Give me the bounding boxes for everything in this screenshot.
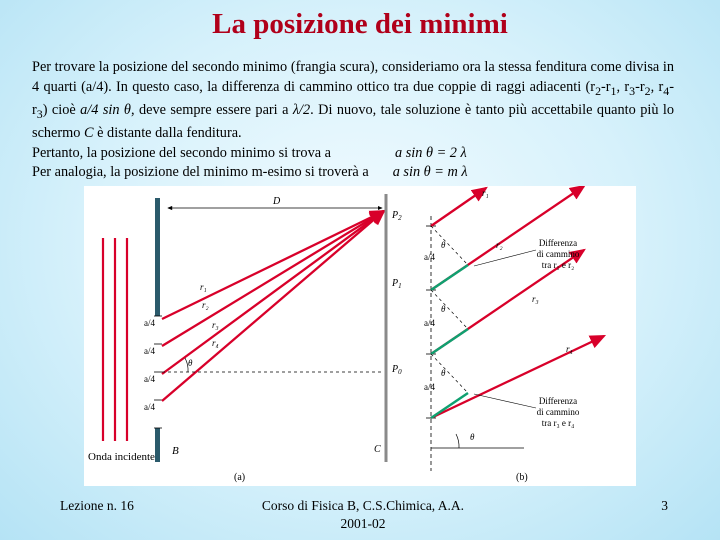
formula-mth-minimum: a sin θ = m λ xyxy=(392,164,468,181)
ray-label-b-r2: r₂ xyxy=(496,240,503,250)
diff-line2-bottom: di cammino xyxy=(536,407,580,417)
ray-label-r3: r₃ xyxy=(212,320,219,330)
ray-b-r4 xyxy=(431,336,604,418)
diff-pair-bottom: tra r₃ e r₄ xyxy=(541,418,575,428)
diff-title-bottom: Differenza xyxy=(538,396,578,406)
ray-r1 xyxy=(162,211,384,319)
perpendicular-line xyxy=(431,290,468,329)
diff-line2-top: di cammino xyxy=(536,249,580,259)
body-text xyxy=(32,58,674,183)
label-B: B xyxy=(172,445,179,457)
quarter-label-b: a/4 xyxy=(424,318,435,328)
path-diff-segment xyxy=(431,329,468,354)
theta-label-b: θ xyxy=(441,304,446,314)
page-number: 3 xyxy=(661,498,668,513)
ray-label-r4: r₄ xyxy=(212,338,219,348)
incident-wave-label: Onda incidente xyxy=(88,451,155,463)
perpendicular-line xyxy=(431,354,468,393)
ray-b-r1 xyxy=(431,188,486,226)
footer-lesson: Lezione n. 16 xyxy=(60,498,134,513)
quarter-label: a/4 xyxy=(144,318,155,328)
theta-label-b: θ xyxy=(441,240,446,250)
diff-title-top: Differenza xyxy=(538,238,578,248)
label-P2: $P_2$ xyxy=(392,210,402,222)
perpendicular-line xyxy=(431,226,468,265)
ray-r3 xyxy=(162,211,384,374)
formula-second-minimum: a sin θ = 2 λ xyxy=(394,144,467,161)
ray-r4 xyxy=(162,211,384,401)
path-diff-segment xyxy=(431,393,468,418)
footer-course xyxy=(238,497,488,533)
quarter-label-b: a/4 xyxy=(424,382,435,392)
footer-course-line2: 2001-02 xyxy=(340,516,386,531)
paragraph-2: Pertanto, la posizione del secondo minimo si trova a a sin θ = 2 λ xyxy=(32,144,467,161)
paragraph-1: Per trovare la posizione del secondo minimo (frangia scura), consideriamo ora la stessa fenditura come divisa in 4 quarti (a/4). In questo caso, la differenza di cammino ottico tra due coppie di raggi adiacenti ($r_2-r_1$, $r_3-r_2$, $r_4-r_3$) cioè a/4 sin θ, deve sempre essere pari a λ/2. Di nuovo, tale soluzione è tanto più accettabile quanto più lo schermo C è distante dalla fenditura. xyxy=(32,59,675,142)
ray-label-b-r1: r₁ xyxy=(482,188,489,198)
diff-pair-top: tra r₁ e r₂ xyxy=(541,260,575,270)
diffraction-figure xyxy=(84,186,636,486)
quarter-label: a/4 xyxy=(144,374,155,384)
label-P1: $P_1$ xyxy=(392,278,402,290)
callout-line-bottom xyxy=(474,394,536,408)
path-diff-segment xyxy=(431,265,468,290)
ray-label-b-r4: r₄ xyxy=(566,344,573,354)
quarter-label: a/4 xyxy=(144,402,155,412)
ray-label-b-r3: r₃ xyxy=(532,294,539,304)
diffraction-diagram xyxy=(84,186,636,486)
label-C: C xyxy=(374,444,381,455)
theta-label-b: θ xyxy=(441,368,446,378)
callout-line-top xyxy=(474,250,536,266)
quarter-label-b: a/4 xyxy=(424,252,435,262)
label-D: D xyxy=(273,196,281,207)
slide-title: La posizione dei minimi xyxy=(212,8,508,40)
slit-wall-top xyxy=(155,198,160,316)
slit-wall-bottom xyxy=(155,428,160,462)
theta-label: θ xyxy=(188,358,193,368)
label-P0: $P_0$ xyxy=(392,364,402,376)
label-a: (a) xyxy=(234,472,246,483)
theta-label-b: θ xyxy=(470,432,475,442)
paragraph-3: Per analogia, la posizione del minimo m-esimo si troverà a a sin θ = m λ xyxy=(32,164,468,181)
ray-label-r2: r₂ xyxy=(202,300,209,310)
quarter-label: a/4 xyxy=(144,346,155,356)
ray-r2 xyxy=(162,211,384,346)
label-b: (b) xyxy=(516,472,528,483)
ray-label-r1: r₁ xyxy=(200,282,207,292)
incident-wave xyxy=(103,238,127,441)
footer-course-line1: Corso di Fisica B, C.S.Chimica, A.A. xyxy=(261,498,465,513)
